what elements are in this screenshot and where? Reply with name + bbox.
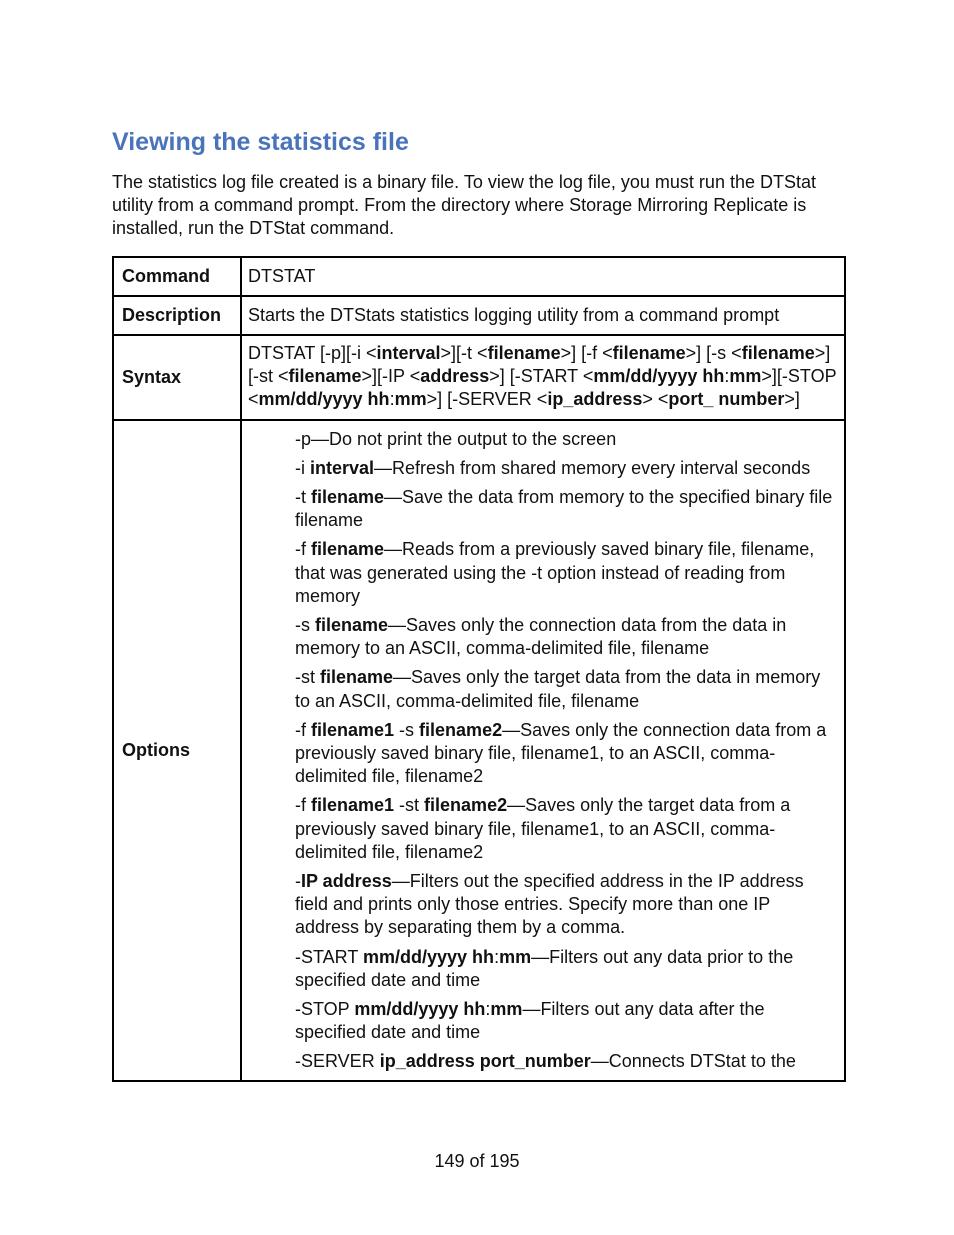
- section-heading: Viewing the statistics file: [112, 128, 409, 156]
- syntax-text: >] [-START <: [489, 366, 594, 387]
- syntax-label: Syntax: [113, 335, 241, 420]
- syntax-param: filename: [612, 343, 686, 363]
- option-description: —Saves only the target data from the data in memory to an ASCII, comma-delimited file, filename: [295, 667, 821, 711]
- option-param: mm: [499, 946, 532, 967]
- option-item: [295, 428, 838, 451]
- option-description: —Filters out any data after the specified date and time: [295, 999, 765, 1043]
- syntax-text: > <: [642, 389, 669, 410]
- syntax-text: >][-t <: [440, 343, 488, 363]
- option-item: [295, 794, 838, 864]
- option-param: filename: [311, 487, 385, 508]
- option-item: [295, 486, 838, 532]
- description-label: Description: [113, 296, 241, 335]
- option-item: [295, 946, 838, 992]
- option-description: —Filters out any data prior to the specified date and time: [295, 946, 794, 990]
- option-flag: :: [494, 946, 500, 967]
- syntax-param: mm/dd/yyyy hh: [593, 366, 725, 387]
- table-row-command: [113, 257, 845, 296]
- syntax-text: >] [-s <: [685, 343, 742, 363]
- options-label: Options: [113, 420, 241, 1081]
- command-label: Command: [113, 257, 241, 296]
- option-flag: -SERVER: [295, 1051, 380, 1072]
- option-description: —Reads from a previously saved binary file, filename, that was generated using the -t option instead of reading from memory: [295, 539, 815, 606]
- option-description: —Refresh from shared memory every interval seconds: [374, 457, 811, 478]
- syntax-param: ip_address: [547, 389, 643, 410]
- option-param: filename: [315, 615, 389, 636]
- description-value: Starts the DTStats statistics logging utility from a command prompt: [241, 296, 845, 335]
- option-description: —Do not print the output to the screen: [311, 428, 617, 449]
- option-param: mm/dd/yyyy hh: [363, 946, 495, 967]
- option-param: filename2: [424, 795, 508, 816]
- syntax-param: filename: [288, 366, 362, 387]
- intro-paragraph: The statistics log file created is a binary file. To view the log file, you must run the DTStat utility from a command prompt. From the directory where Storage Mirroring Replicate is installed, run the DTStat command.: [112, 172, 816, 238]
- table-row-options: [113, 420, 845, 1081]
- syntax-param: mm/dd/yyyy hh: [258, 389, 390, 410]
- option-item: [295, 1050, 838, 1073]
- command-value: DTSTAT: [241, 257, 845, 296]
- syntax-text: >] [-st <: [248, 343, 831, 387]
- syntax-text: DTSTAT [-p][-i <: [248, 343, 377, 363]
- syntax-param: port_ number: [668, 389, 785, 410]
- syntax-text: :: [389, 389, 395, 410]
- option-param: ip_address port_number: [379, 1051, 591, 1072]
- option-description: —Saves only the connection data from a previously saved binary file, filename1, to an ASCII, comma-delimited file, filename2: [295, 719, 827, 787]
- option-flag: -START: [295, 946, 364, 967]
- option-flag: -t: [295, 487, 311, 508]
- option-flag: -st: [295, 667, 320, 688]
- syntax-text: >][-STOP <: [248, 366, 837, 410]
- option-item: [295, 457, 838, 480]
- options-list: [241, 420, 845, 1081]
- option-flag: -f: [295, 719, 311, 740]
- option-param: mm: [490, 999, 523, 1020]
- syntax-param: mm: [394, 389, 427, 410]
- option-flag: -: [295, 871, 301, 892]
- option-flag: -f: [295, 539, 311, 560]
- option-flag: -p: [295, 428, 312, 449]
- option-flag: -s: [394, 719, 420, 740]
- option-flag: :: [485, 999, 491, 1020]
- option-item: [295, 870, 838, 940]
- option-flag: -i: [295, 457, 310, 478]
- option-item: [295, 666, 838, 712]
- syntax-param: filename: [487, 343, 561, 363]
- option-param: mm/dd/yyyy hh: [354, 999, 486, 1020]
- syntax-text: >] [-SERVER <: [426, 389, 548, 410]
- syntax-param: address: [420, 366, 490, 387]
- option-param: filename1: [311, 795, 395, 816]
- option-flag: -STOP: [295, 999, 355, 1020]
- option-item: [295, 538, 838, 608]
- syntax-text: >]: [784, 389, 800, 410]
- option-description: —Connects DTStat to the: [590, 1051, 796, 1072]
- syntax-text: :: [724, 366, 730, 387]
- option-param: filename: [320, 667, 394, 688]
- page-number: 149 of 195: [434, 1151, 520, 1171]
- option-flag: -s: [295, 615, 315, 636]
- option-description: —Save the data from memory to the specified binary file filename: [295, 487, 833, 531]
- option-flag: -st: [394, 795, 425, 816]
- option-flag: -f: [295, 795, 311, 816]
- option-item: [295, 719, 838, 789]
- command-reference-table: [112, 256, 846, 1082]
- option-param: filename1: [311, 719, 395, 740]
- option-param: IP address: [301, 871, 392, 892]
- option-param: filename2: [419, 719, 503, 740]
- option-param: interval: [310, 457, 375, 478]
- table-row-description: [113, 296, 845, 335]
- syntax-param: interval: [376, 343, 441, 363]
- syntax-text: >] [-f <: [560, 343, 613, 363]
- option-description: —Filters out the specified address in the IP address field and prints only those entries. Specify more than one IP address by separating them by a comma.: [295, 871, 804, 938]
- option-param: filename: [311, 539, 385, 560]
- option-description: —Saves only the target data from a previously saved binary file, filename1, to an ASCII, comma-delimited file, filename2: [295, 795, 791, 862]
- option-item: [295, 998, 838, 1044]
- syntax-param: mm: [729, 366, 762, 387]
- table-row-syntax: [113, 335, 845, 420]
- syntax-param: filename: [741, 343, 815, 363]
- syntax-text: >][-IP <: [361, 366, 421, 387]
- option-description: —Saves only the connection data from the data in memory to an ASCII, comma-delimited file, filename: [295, 615, 787, 659]
- option-item: [295, 614, 838, 660]
- syntax-value: [241, 335, 845, 420]
